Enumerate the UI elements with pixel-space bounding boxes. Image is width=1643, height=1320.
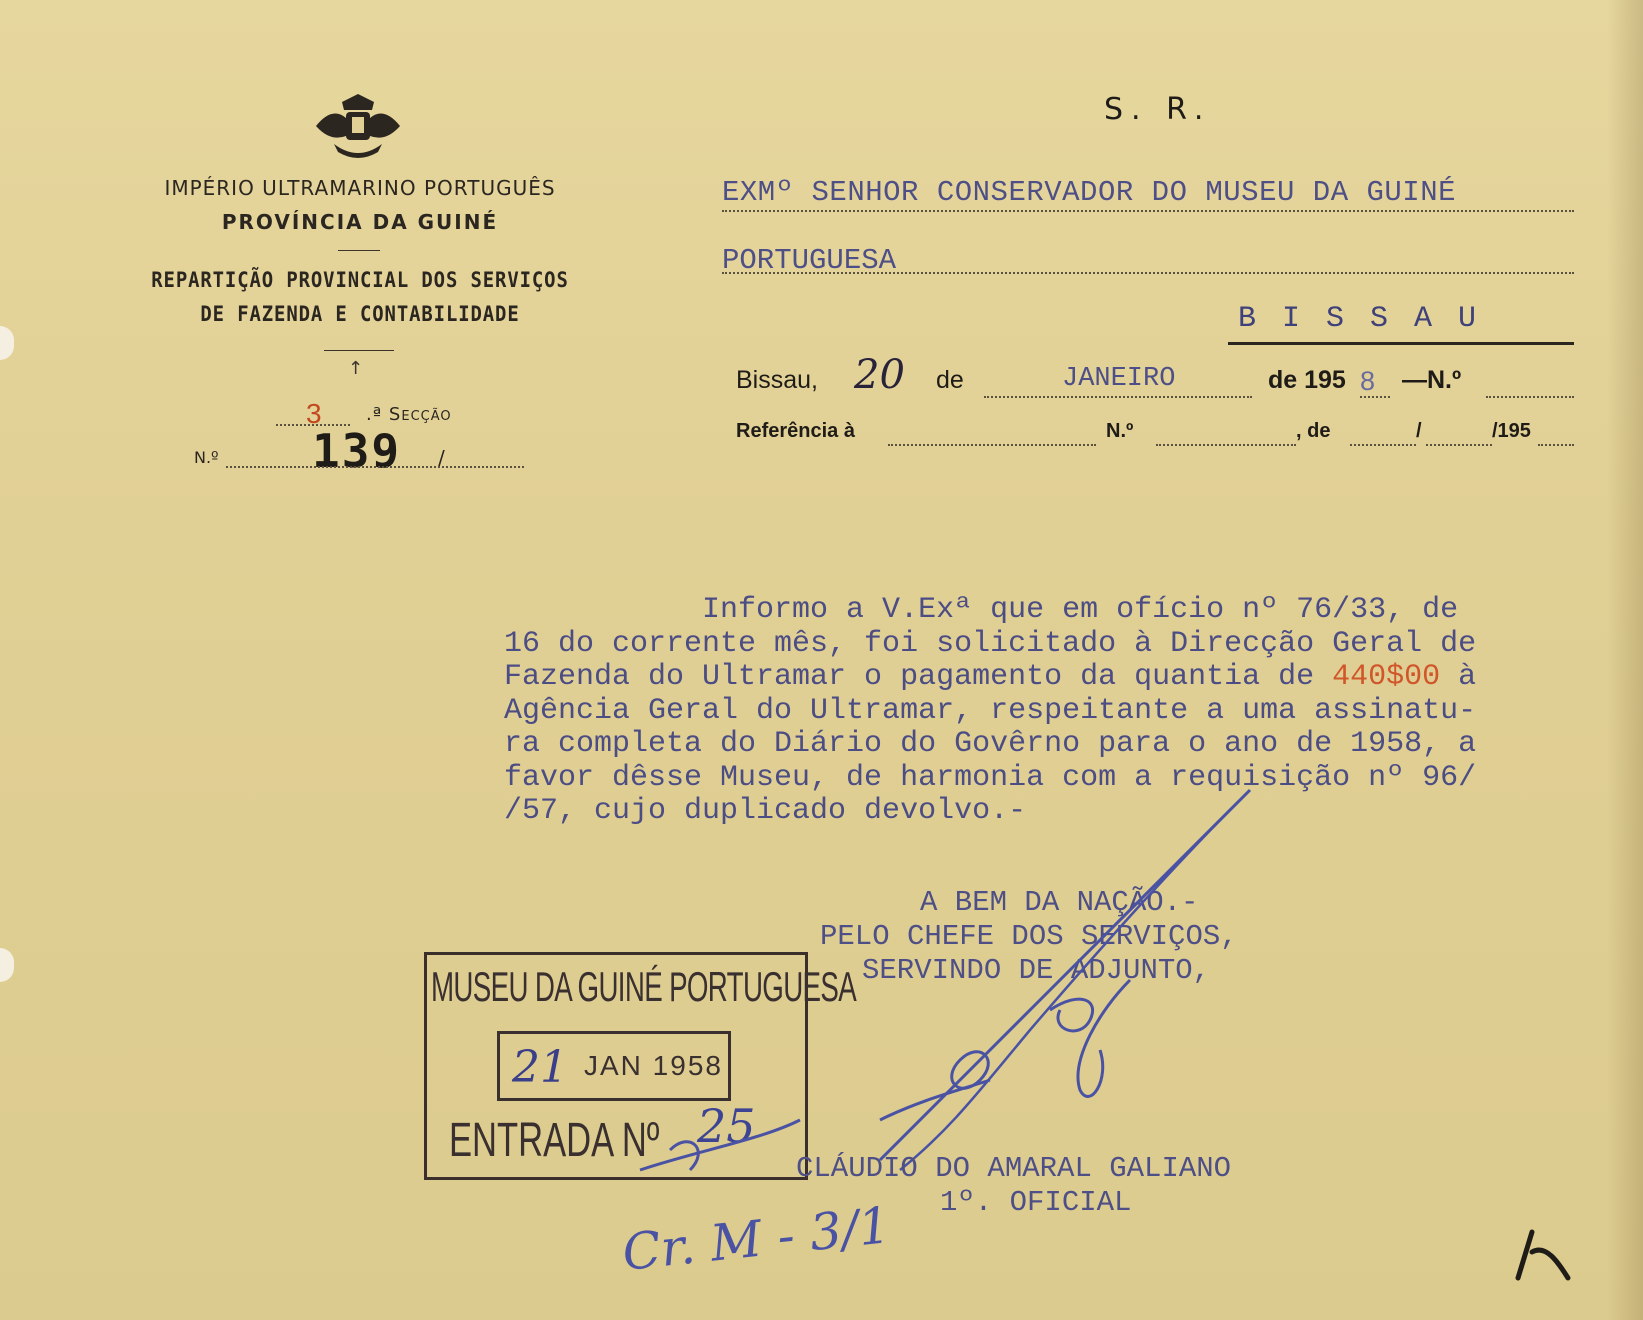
closing-line-1: A BEM DA NAÇÃO.- bbox=[920, 886, 1199, 919]
handwritten-note: Cr. M - 3/1 bbox=[619, 1196, 894, 1282]
reference-number-label: N.º bbox=[1106, 420, 1134, 442]
reference-de-label: , de bbox=[1296, 420, 1331, 442]
stamp-title: MUSEU DA GUINÉ PORTUGUESA bbox=[431, 963, 857, 1010]
stamp-day: 21 bbox=[512, 1042, 568, 1093]
reference-label: Referência à bbox=[736, 420, 855, 442]
letterhead-line-2: PROVÍNCIA DA GUINÉ bbox=[221, 210, 499, 234]
letterhead-line-4: DE FAZENDA E CONTABILIDADE bbox=[200, 302, 520, 326]
body-line-2: 16 do corrente mês, foi solicitado à Direcção Geral de bbox=[504, 626, 1477, 661]
number-label: N.º bbox=[194, 448, 219, 467]
stamp-entrada-number: 25 bbox=[697, 1099, 756, 1153]
date-year-digit: 8 bbox=[1360, 366, 1376, 396]
number-slash: / bbox=[438, 446, 445, 470]
closing-line-3: SERVINDO DE ADJUNTO, bbox=[862, 954, 1211, 987]
document-number: 139 bbox=[312, 424, 402, 478]
date-number-label: —N.º bbox=[1402, 366, 1462, 394]
body-line-5: ra completa do Diário do Govêrno para o ano de 1958, a bbox=[504, 727, 1477, 761]
body-line-6: favor dêsse Museu, de harmonia com a requisição nº 96/ bbox=[504, 760, 1477, 795]
addressee-line-2: PORTUGUESA bbox=[722, 244, 897, 277]
date-day: 20 bbox=[854, 352, 905, 398]
body-line-1: Informo a V.Exª que em ofício nº 76/33, de bbox=[504, 593, 1459, 627]
body-line-3b: à bbox=[1440, 660, 1477, 694]
body-line-3a: Fazenda do Ultramar o pagamento da quantia de bbox=[504, 660, 1333, 694]
reference-slash: / bbox=[1416, 420, 1422, 442]
stamp-date: JAN 1958 bbox=[584, 1050, 723, 1081]
seccao-label: .ª Secção bbox=[366, 404, 452, 425]
date-year-label: de 195 bbox=[1268, 366, 1346, 394]
signatory-title: 1º. OFICIAL bbox=[940, 1186, 1132, 1219]
closing-line-2: PELO CHEFE DOS SERVIÇOS, bbox=[820, 920, 1238, 953]
date-de-label: de bbox=[936, 366, 964, 394]
letterhead-line-3: REPARTIÇÃO PROVINCIAL DOS SERVIÇOS bbox=[151, 268, 569, 292]
addressee-line-1: EXMº SENHOR CONSERVADOR DO MUSEU DA GUINÉ bbox=[722, 176, 1457, 209]
date-city-label: Bissau, bbox=[736, 366, 818, 394]
date-month: JANEIRO bbox=[1062, 364, 1176, 394]
body-line-4: Agência Geral do Ultramar, respeitante a uma assinatu- bbox=[504, 693, 1477, 728]
sr-heading: S. R. bbox=[1104, 92, 1212, 127]
reference-year: /195 bbox=[1492, 420, 1531, 442]
payment-amount: 440$00 bbox=[1332, 660, 1441, 694]
stamp-entrada-label: ENTRADA Nº bbox=[449, 1114, 660, 1167]
arrow-mark-icon: ↑ bbox=[348, 358, 364, 379]
letterhead-line-1: IMPÉRIO ULTRAMARINO PORTUGUÊS bbox=[164, 176, 556, 200]
seccao-number: 3 bbox=[306, 398, 322, 429]
signatory-name: CLÁUDIO DO AMARAL GALIANO bbox=[796, 1152, 1232, 1185]
addressee-city: BISSAU bbox=[1238, 302, 1503, 336]
body-line-7: /57, cujo duplicado devolvo.- bbox=[504, 794, 1027, 828]
corner-mark-icon bbox=[1510, 1222, 1574, 1286]
